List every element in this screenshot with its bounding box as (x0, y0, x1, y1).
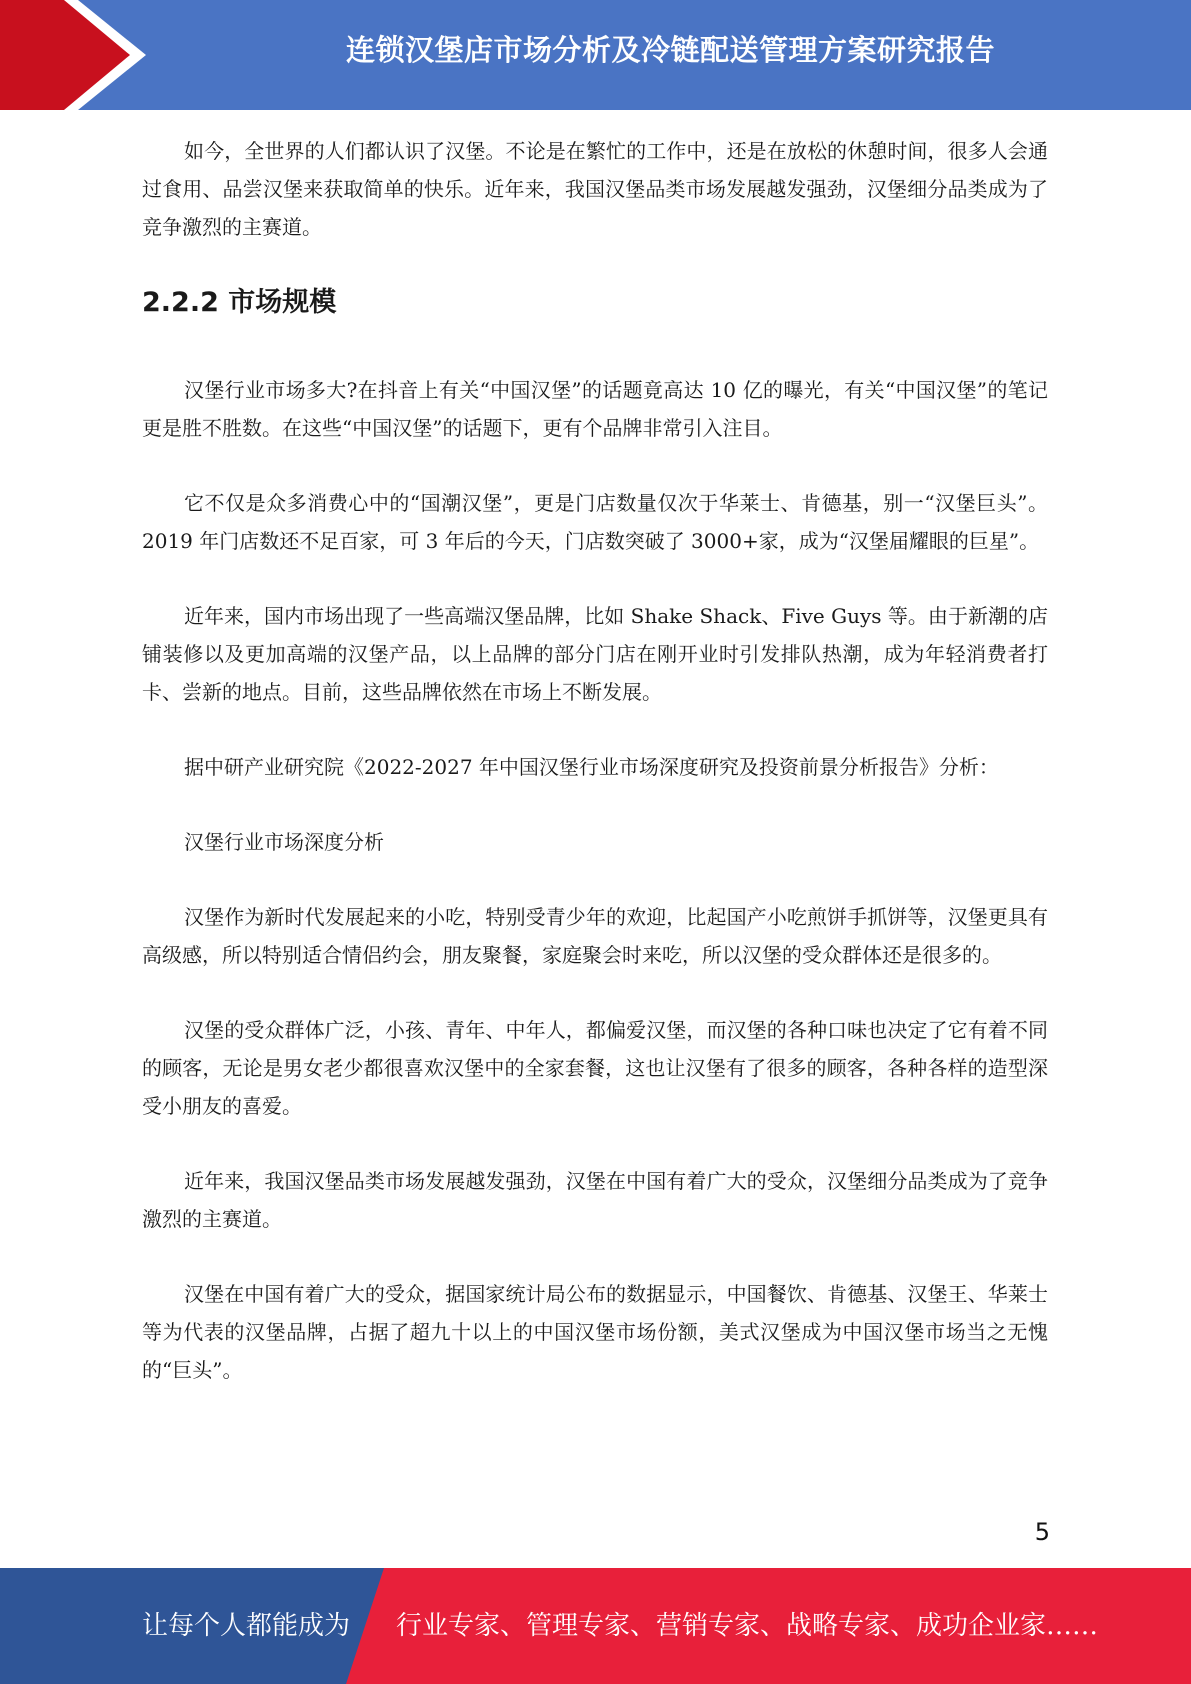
body-paragraph: 近年来，我国汉堡品类市场发展越发强劲，汉堡在中国有着广大的受众，汉堡细分品类成为了竞争激烈的主赛道。 (142, 1169, 1048, 1231)
body-paragraph: 汉堡在中国有着广大的受众，据国家统计局公布的数据显示，中国餐饮、肯德基、汉堡王、华莱士等为代表的汉堡品牌，占据了超九十以上的中国汉堡市场份额，美式汉堡成为中国汉堡市场当之无愧的“巨头”。 (142, 1282, 1048, 1382)
body-paragraph: 汉堡的受众群体广泛，小孩、青年、中年人，都偏爱汉堡，而汉堡的各种口味也决定了它有着不同的顾客，无论是男女老少都很喜欢汉堡中的全家套餐，这也让汉堡有了很多的顾客，各种各样的造型深受小朋友的喜爱。 (142, 1018, 1048, 1118)
header-title: 连锁汉堡店市场分析及冷链配送管理方案研究报告 (345, 33, 995, 67)
body-paragraph: 据中研产业研究院《2022-2027 年中国汉堡行业市场深度研究及投资前景分析报告》分析： (184, 755, 999, 779)
page-footer (0, 1568, 1191, 1684)
page-number: 5 (1034, 1518, 1050, 1546)
section-heading: 2.2.2 市场规模 (142, 287, 337, 318)
header-chevron-icon (0, 0, 160, 110)
body-paragraph: 汉堡行业市场深度分析 (184, 830, 384, 854)
intro-paragraph: 如今，全世界的人们都认识了汉堡。不论是在繁忙的工作中，还是在放松的休憩时间，很多人会通过食用、品尝汉堡来获取简单的快乐。近年来，我国汉堡品类市场发展越发强劲，汉堡细分品类成为了竞争激烈的主赛道。 (142, 139, 1048, 239)
body-paragraph: 汉堡行业市场多大?在抖音上有关“中国汉堡”的话题竟高达 10 亿的曝光，有关“中国汉堡”的笔记更是胜不胜数。在这些“中国汉堡”的话题下，更有个品牌非常引入注目。 (142, 378, 1048, 440)
body-paragraph: 它不仅是众多消费心中的“国潮汉堡”，更是门店数量仅次于华莱士、肯德基，别一“汉堡巨头”。2019 年门店数还不足百家，可 3 年后的今天，门店数突破了 3000+家，成为“汉堡届耀眼的巨星”。 (142, 491, 1048, 553)
body-paragraph: 近年来，国内市场出现了一些高端汉堡品牌，比如 Shake Shack、Five Guys 等。由于新潮的店铺装修以及更加高端的汉堡产品，以上品牌的部分门店在刚开业时引发排队热潮，成为年轻消费者打卡、尝新的地点。目前，这些品牌依然在市场上不断发展。 (142, 604, 1048, 704)
footer-slogan-left: 让每个人都能成为 (142, 1611, 351, 1641)
footer-slogan-right: 行业专家、管理专家、营销专家、战略专家、成功企业家…… (396, 1611, 1099, 1641)
body-paragraph: 汉堡作为新时代发展起来的小吃，特别受青少年的欢迎，比起国产小吃煎饼手抓饼等，汉堡更具有高级感，所以特别适合情侣约会，朋友聚餐，家庭聚会时来吃，所以汉堡的受众群体还是很多的。 (142, 905, 1048, 967)
page-header (0, 0, 1191, 110)
document-body (142, 132, 1048, 1426)
